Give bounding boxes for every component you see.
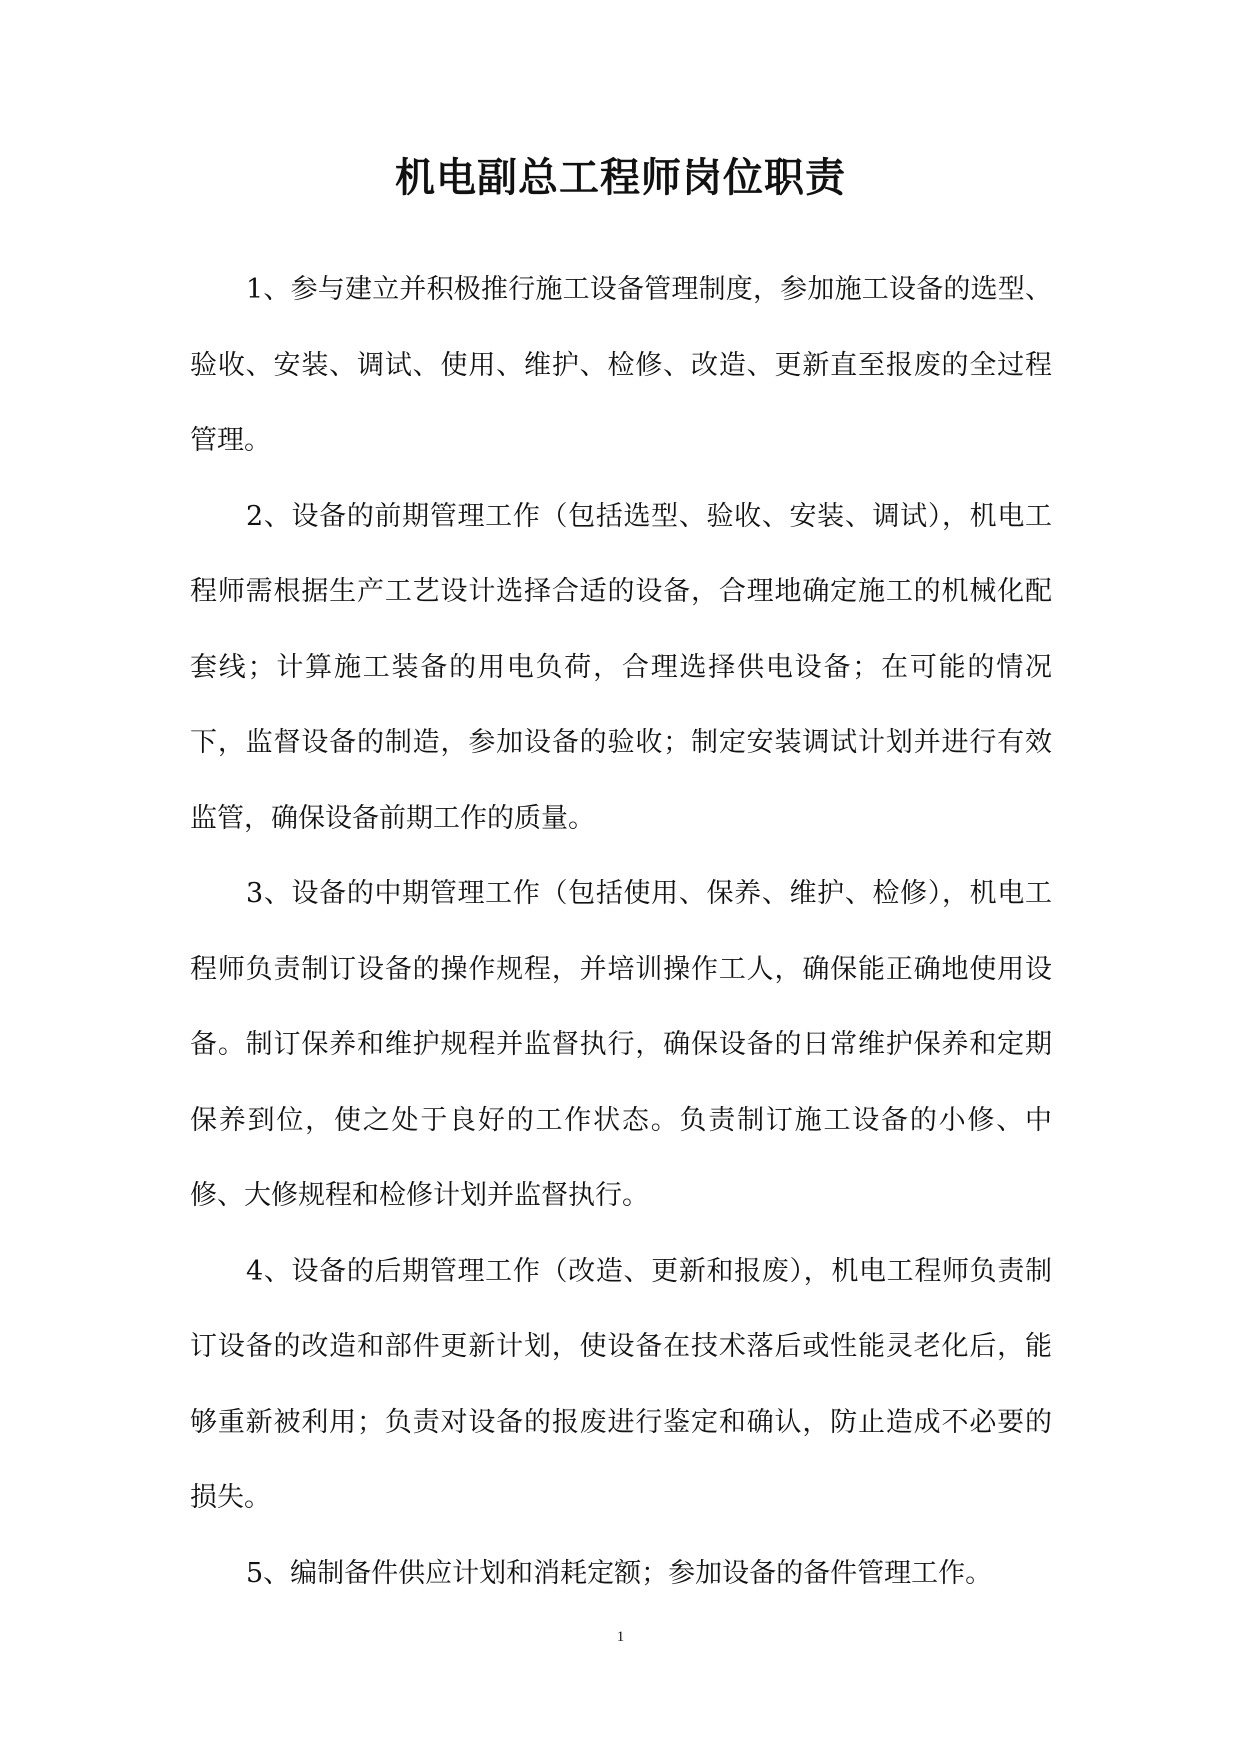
paragraph-4: 4、设备的后期管理工作（改造、更新和报废），机电工程师负责制订设备的改造和部件更新计划，使设备在技术落后或性能灵老化后，能够重新被利用；负责对设备的报废进行鉴定和确认，防止造成不必要的损失。: [190, 1255, 1052, 1513]
page-number: 1: [616, 1629, 625, 1645]
paragraph-3: 3、设备的中期管理工作（包括使用、保养、维护、检修），机电工程师负责制订设备的操作规程，并培训操作工人，确保能正确地使用设备。制订保养和维护规程并监督执行，确保设备的日常维护保养和定期保养到位，使之处于良好的工作状态。负责制订施工设备的小修、中修、大修规程和检修计划并监督执行。: [190, 878, 1052, 1211]
paragraph-1: 1、参与建立并积极推行施工设备管理制度，参加施工设备的选型、验收、安装、调试、使用、维护、检修、改造、更新直至报废的全过程管理。: [190, 274, 1052, 456]
document-body: [190, 252, 1052, 1611]
paragraph-2: 2、设备的前期管理工作（包括选型、验收、安装、调试），机电工程师需根据生产工艺设计选择合适的设备，合理地确定施工的机械化配套线；计算施工装备的用电负荷，合理选择供电设备；在可能的情况下，监督设备的制造，参加设备的验收；制定安装调试计划并进行有效监管，确保设备前期工作的质量。: [190, 500, 1052, 834]
document-title: 机电副总工程师岗位职责: [395, 154, 846, 201]
paragraph-5: 5、编制备件供应计划和消耗定额；参加设备的备件管理工作。: [246, 1557, 993, 1589]
